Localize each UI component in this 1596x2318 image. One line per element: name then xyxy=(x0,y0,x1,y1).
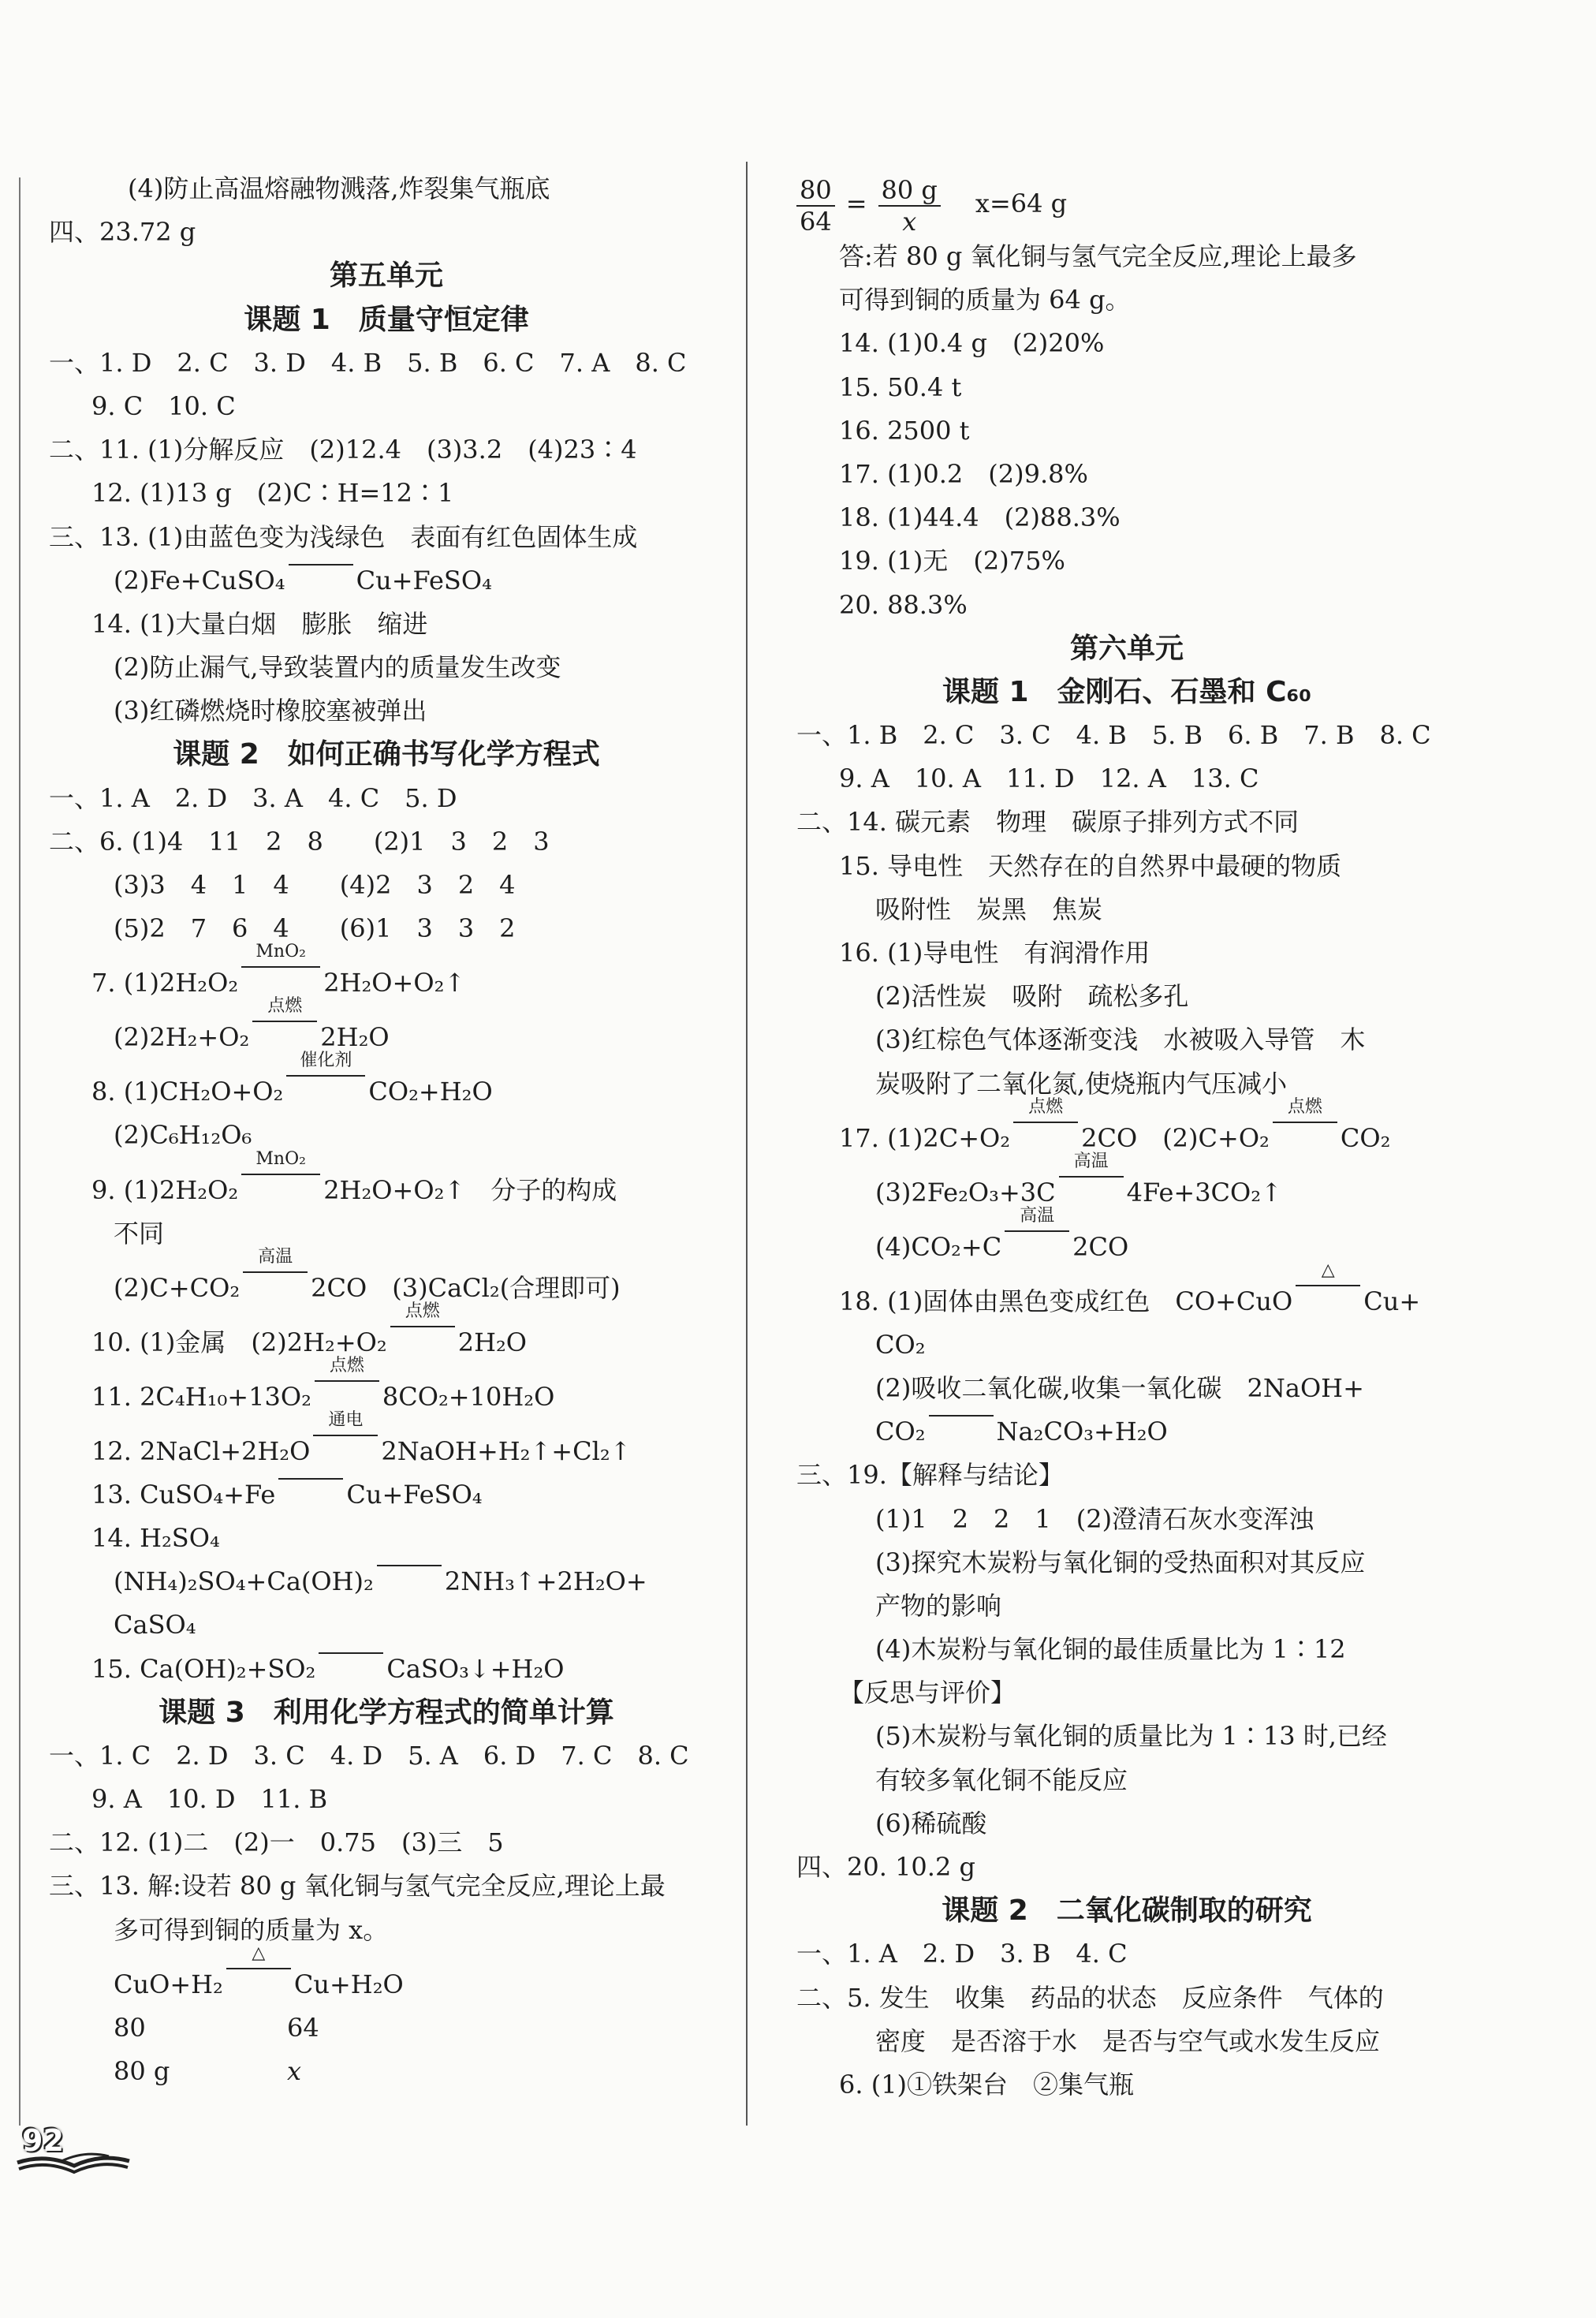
ratio-line xyxy=(49,2050,724,2093)
topic-heading: 课题 2 二氧化碳制取的研究 xyxy=(942,1894,1312,1928)
eq-left: 7. (1)2H₂O₂ xyxy=(91,968,239,998)
reaction-condition: MnO₂ xyxy=(255,1148,306,1169)
reaction-condition: 催化剂 xyxy=(300,1051,352,1071)
answer-line: 产物的影响 xyxy=(875,1590,1002,1621)
unit-heading: 第六单元 xyxy=(1069,632,1184,665)
reaction-arrow xyxy=(390,1301,455,1343)
reaction-arrow xyxy=(241,942,320,984)
reaction-arrow xyxy=(243,1246,308,1289)
eq-left: 12. 2NaCl+2H₂O xyxy=(91,1435,311,1466)
answer-line: 一、1. C 2. D 3. C 4. D 5. A 6. D 7. C 8. C xyxy=(49,1740,689,1771)
reaction-condition: 点燃 xyxy=(267,996,303,1017)
reaction-arrow xyxy=(319,1652,383,1670)
answer-line: 18. (1)44.4 (2)88.3% xyxy=(839,502,1121,533)
eq-right: CO₂ xyxy=(1340,1122,1391,1153)
proportion-line xyxy=(796,172,1457,235)
answer-line: 答:若 80 g 氧化铜与氢气完全反应,理论上最多 xyxy=(839,241,1357,271)
answer-line: (2)活性炭 吸附 疏松多孔 xyxy=(875,981,1189,1012)
eq-left: CO₂ xyxy=(875,1417,926,1447)
answer-value: x=64 g xyxy=(975,189,1068,218)
fraction-numerator: 80 g xyxy=(878,175,941,207)
answer-line: 三、13. 解:设若 80 g 氧化铜与氢气完全反应,理论上最 xyxy=(49,1871,666,1902)
answer-line: 四、23.72 g xyxy=(49,217,196,248)
eq-right: 2H₂O xyxy=(320,1022,390,1053)
eq-left: 10. (1)金属 (2)2H₂+O₂ xyxy=(91,1327,387,1357)
eq-left: 15. Ca(OH)₂+SO₂ xyxy=(91,1653,316,1684)
answer-line: 三、19.【解释与结论】 xyxy=(796,1460,1064,1491)
answer-line: 15. 导电性 天然存在的自然界中最硬的物质 xyxy=(839,850,1342,881)
eq-right: 8CO₂+10H₂O xyxy=(382,1381,555,1412)
fraction xyxy=(796,175,835,237)
reaction-arrow xyxy=(377,1565,442,1582)
eq-right: 2CO (2)C+O₂ xyxy=(1081,1122,1270,1153)
equation-line xyxy=(49,1301,724,1364)
answer-line: 二、14. 碳元素 物理 碳原子排列方式不同 xyxy=(796,807,1300,838)
reaction-condition: 高温 xyxy=(1073,1151,1109,1171)
eq-right: 2H₂O xyxy=(457,1327,528,1357)
answer-line: 19. (1)无 (2)75% xyxy=(839,546,1065,577)
fraction-denominator: 64 xyxy=(800,206,832,237)
reaction-arrow xyxy=(226,1943,291,1985)
eq-right: CaSO₃↓+H₂O xyxy=(386,1653,565,1684)
fraction-denominator: x xyxy=(902,206,917,237)
equation-line xyxy=(49,1473,724,1517)
answer-line: 16. (1)导电性 有润滑作用 xyxy=(839,938,1150,968)
reaction-condition: MnO₂ xyxy=(255,942,306,962)
answer-line: 一、1. B 2. C 3. C 4. B 5. B 6. B 7. B 8. C xyxy=(796,720,1431,751)
equation-line xyxy=(49,1943,724,2006)
eq-right: 2CO xyxy=(1072,1231,1129,1262)
answer-line: 6. (1)①铁架台 ②集气瓶 xyxy=(839,2069,1135,2100)
answer-line: 不同 xyxy=(114,1218,165,1249)
column-divider xyxy=(746,162,748,2126)
topic-heading: 课题 1 质量守恒定律 xyxy=(244,303,529,336)
answer-line: CO₂ xyxy=(875,1329,926,1360)
eq-right: 2NH₃↑+2H₂O+ xyxy=(444,1566,647,1597)
answer-line: 密度 是否溶于水 是否与空气或水发生反应 xyxy=(875,2025,1381,2056)
answer-line: 三、13. (1)由蓝色变为浅绿色 表面有红色固体生成 xyxy=(49,521,638,552)
reaction-arrow xyxy=(1296,1260,1360,1302)
reaction-arrow xyxy=(278,1478,343,1495)
answer-line: (3)红棕色气体逐渐变浅 水被吸入导管 木 xyxy=(875,1025,1366,1055)
eq-left: 8. (1)CH₂O+O₂ xyxy=(91,1077,284,1107)
eq-left: (4)CO₂+C xyxy=(875,1231,1002,1262)
answer-line: 14. H₂SO₄ xyxy=(91,1522,220,1553)
answer-line: 20. 88.3% xyxy=(839,589,968,620)
eq-right: 2H₂O+O₂↑ xyxy=(323,968,466,998)
reaction-arrow xyxy=(286,1051,365,1092)
equation-line xyxy=(796,1151,1457,1215)
reaction-arrow xyxy=(289,564,353,581)
eq-right: Cu+ xyxy=(1363,1286,1421,1316)
eq-left: 18. (1)固体由黑色变成红色 CO+CuO xyxy=(839,1286,1293,1316)
answer-line: 12. (1)13 g (2)C∶H=12∶1 xyxy=(91,478,454,509)
reaction-condition: 通电 xyxy=(328,1409,364,1430)
equation-line xyxy=(796,1096,1457,1160)
unit-heading: 第五单元 xyxy=(329,259,443,293)
reaction-arrow xyxy=(1013,1096,1078,1139)
equation-line xyxy=(49,1355,724,1419)
answer-line: 一、1. A 2. D 3. B 4. C xyxy=(796,1939,1128,1969)
equation-line xyxy=(49,1148,724,1212)
topic-heading: 课题 3 利用化学方程式的简单计算 xyxy=(158,1696,614,1729)
equation-line xyxy=(49,1409,724,1473)
ratio-value: x xyxy=(287,2056,302,2086)
eq-right: CO₂+H₂O xyxy=(368,1077,493,1107)
answer-line: (2)防止漏气,导致装置内的质量发生改变 xyxy=(114,652,561,683)
eq-right: 2NaOH+H₂↑+Cl₂↑ xyxy=(381,1435,632,1466)
reaction-arrow xyxy=(1059,1151,1124,1193)
reaction-condition: 点燃 xyxy=(329,1355,364,1375)
reaction-arrow xyxy=(252,996,317,1038)
reaction-arrow xyxy=(313,1409,378,1452)
equation-line xyxy=(49,1560,724,1603)
answer-line: 9. A 10. D 11. B xyxy=(91,1784,328,1815)
equation-line xyxy=(796,1260,1457,1323)
eq-right: Cu+FeSO₄ xyxy=(356,565,492,595)
eq-left: CuO+H₂ xyxy=(114,1969,223,1999)
answer-line: 14. (1)大量白烟 膨胀 缩进 xyxy=(91,608,428,639)
answer-line: 【反思与评价】 xyxy=(839,1678,1016,1708)
reaction-condition: 点燃 xyxy=(1287,1096,1322,1117)
answer-line: 一、1. A 2. D 3. A 4. C 5. D xyxy=(49,782,457,813)
topic-heading: 课题 2 如何正确书写化学方程式 xyxy=(173,738,600,771)
answer-line: 14. (1)0.4 g (2)20% xyxy=(839,328,1105,359)
eq-left: 11. 2C₄H₁₀+13O₂ xyxy=(91,1381,311,1412)
right-column xyxy=(796,172,1457,2107)
reaction-arrow xyxy=(315,1355,379,1398)
answer-line: 9. A 10. A 11. D 12. A 13. C xyxy=(839,763,1259,794)
reaction-condition: 点燃 xyxy=(1028,1096,1064,1117)
answer-line: 17. (1)0.2 (2)9.8% xyxy=(839,458,1088,489)
reaction-condition: △ xyxy=(252,1943,266,1963)
equation-line xyxy=(49,996,724,1059)
eq-left: (2)2H₂+O₂ xyxy=(114,1022,250,1053)
ratio-line xyxy=(49,2006,724,2050)
answer-line: 炭吸附了二氧化氮,使烧瓶内气压减小 xyxy=(875,1068,1288,1099)
answer-line: (5)木炭粉与氧化铜的质量比为 1∶13 时,已经 xyxy=(875,1721,1387,1752)
reaction-condition: 点燃 xyxy=(405,1301,440,1321)
left-column xyxy=(49,167,724,2093)
answer-line: 吸附性 炭黑 焦炭 xyxy=(875,894,1103,924)
equation-line xyxy=(49,1051,724,1114)
answer-line: 9. C 10. C xyxy=(91,390,236,421)
eq-right: 4Fe+3CO₂↑ xyxy=(1126,1177,1282,1208)
answer-line: (3)红磷燃烧时橡胶塞被弹出 xyxy=(114,696,427,726)
reaction-arrow xyxy=(1005,1205,1069,1248)
page-number: 92 xyxy=(22,2123,64,2158)
page-edge-rule xyxy=(19,177,21,2126)
ratio-value: 64 xyxy=(287,2012,319,2043)
answer-line: 二、11. (1)分解反应 (2)12.4 (3)3.2 (4)23∶4 xyxy=(49,435,637,465)
reaction-condition: △ xyxy=(1321,1260,1335,1280)
answer-line: (2)吸收二氧化碳,收集一氧化碳 2NaOH+ xyxy=(875,1372,1364,1403)
eq-right: 2CO (3)CaCl₂(合理即可) xyxy=(311,1272,621,1303)
answer-line: (3)3 4 1 4 (4)2 3 2 4 xyxy=(114,870,516,900)
equation-line xyxy=(49,1648,724,1691)
reaction-condition: 高温 xyxy=(258,1246,293,1267)
fraction-numerator: 80 xyxy=(796,175,835,207)
equation-line xyxy=(49,559,724,603)
eq-left: 17. (1)2C+O₂ xyxy=(839,1122,1011,1153)
answer-line: 多可得到铜的质量为 x。 xyxy=(114,1914,389,1945)
equals-sign: = xyxy=(845,189,867,218)
eq-left: 13. CuSO₄+Fe xyxy=(91,1479,276,1510)
equation-line xyxy=(49,942,724,1005)
answer-line: (5)2 7 6 4 (6)1 3 3 2 xyxy=(114,913,516,944)
eq-left: (2)Fe+CuSO₄ xyxy=(114,565,285,595)
answer-line: 16. 2500 t xyxy=(839,415,970,446)
ratio-value: 80 xyxy=(114,2012,146,2043)
eq-left: (2)C+CO₂ xyxy=(114,1272,241,1303)
reaction-arrow xyxy=(1273,1096,1337,1139)
reaction-arrow xyxy=(929,1415,994,1432)
reaction-arrow xyxy=(241,1148,320,1191)
answer-line: CaSO₄ xyxy=(114,1610,196,1641)
eq-right: 2H₂O+O₂↑ 分子的构成 xyxy=(323,1174,617,1205)
answer-line: 四、20. 10.2 g xyxy=(796,1852,975,1882)
answer-line: 15. 50.4 t xyxy=(839,371,962,402)
answer-line: 二、5. 发生 收集 药品的状态 反应条件 气体的 xyxy=(796,1982,1384,2013)
eq-right: Cu+FeSO₄ xyxy=(346,1479,483,1510)
ratio-value: 80 g xyxy=(114,2056,170,2086)
eq-left: (NH₄)₂SO₄+Ca(OH)₂ xyxy=(114,1566,374,1597)
answer-line: 可得到铜的质量为 64 g。 xyxy=(839,285,1131,315)
answer-line: (4)木炭粉与氧化铜的最佳质量比为 1∶12 xyxy=(875,1634,1346,1665)
answer-line: (3)探究木炭粉与氧化铜的受热面积对其反应 xyxy=(875,1547,1366,1577)
answer-line: 一、1. D 2. C 3. D 4. B 5. B 6. C 7. A 8. C xyxy=(49,347,687,378)
eq-left: (3)2Fe₂O₃+3C xyxy=(875,1177,1056,1208)
equation-line xyxy=(796,1410,1457,1454)
answer-line: (2)C₆H₁₂O₆ xyxy=(114,1120,252,1151)
reaction-condition: 高温 xyxy=(1020,1205,1055,1226)
answer-line: 二、6. (1)4 11 2 8 (2)1 3 2 3 xyxy=(49,826,550,857)
eq-left: 9. (1)2H₂O₂ xyxy=(91,1174,239,1205)
eq-right: Cu+H₂O xyxy=(293,1969,404,1999)
equation-line xyxy=(49,1246,724,1310)
answer-line: (1)1 2 2 1 (2)澄清石灰水变浑浊 xyxy=(875,1503,1314,1534)
answer-line: 二、12. (1)二 (2)一 0.75 (3)三 5 xyxy=(49,1827,504,1858)
fraction xyxy=(878,175,941,237)
eq-right: Na₂CO₃+H₂O xyxy=(996,1417,1168,1447)
topic-heading: 课题 1 金刚石、石墨和 C₆₀ xyxy=(942,675,1312,708)
answer-line: (4)防止高温熔融物溅落,炸裂集气瓶底 xyxy=(128,174,550,203)
answer-line: (6)稀硫酸 xyxy=(875,1808,987,1838)
answer-line: 有较多氧化铜不能反应 xyxy=(875,1764,1128,1795)
